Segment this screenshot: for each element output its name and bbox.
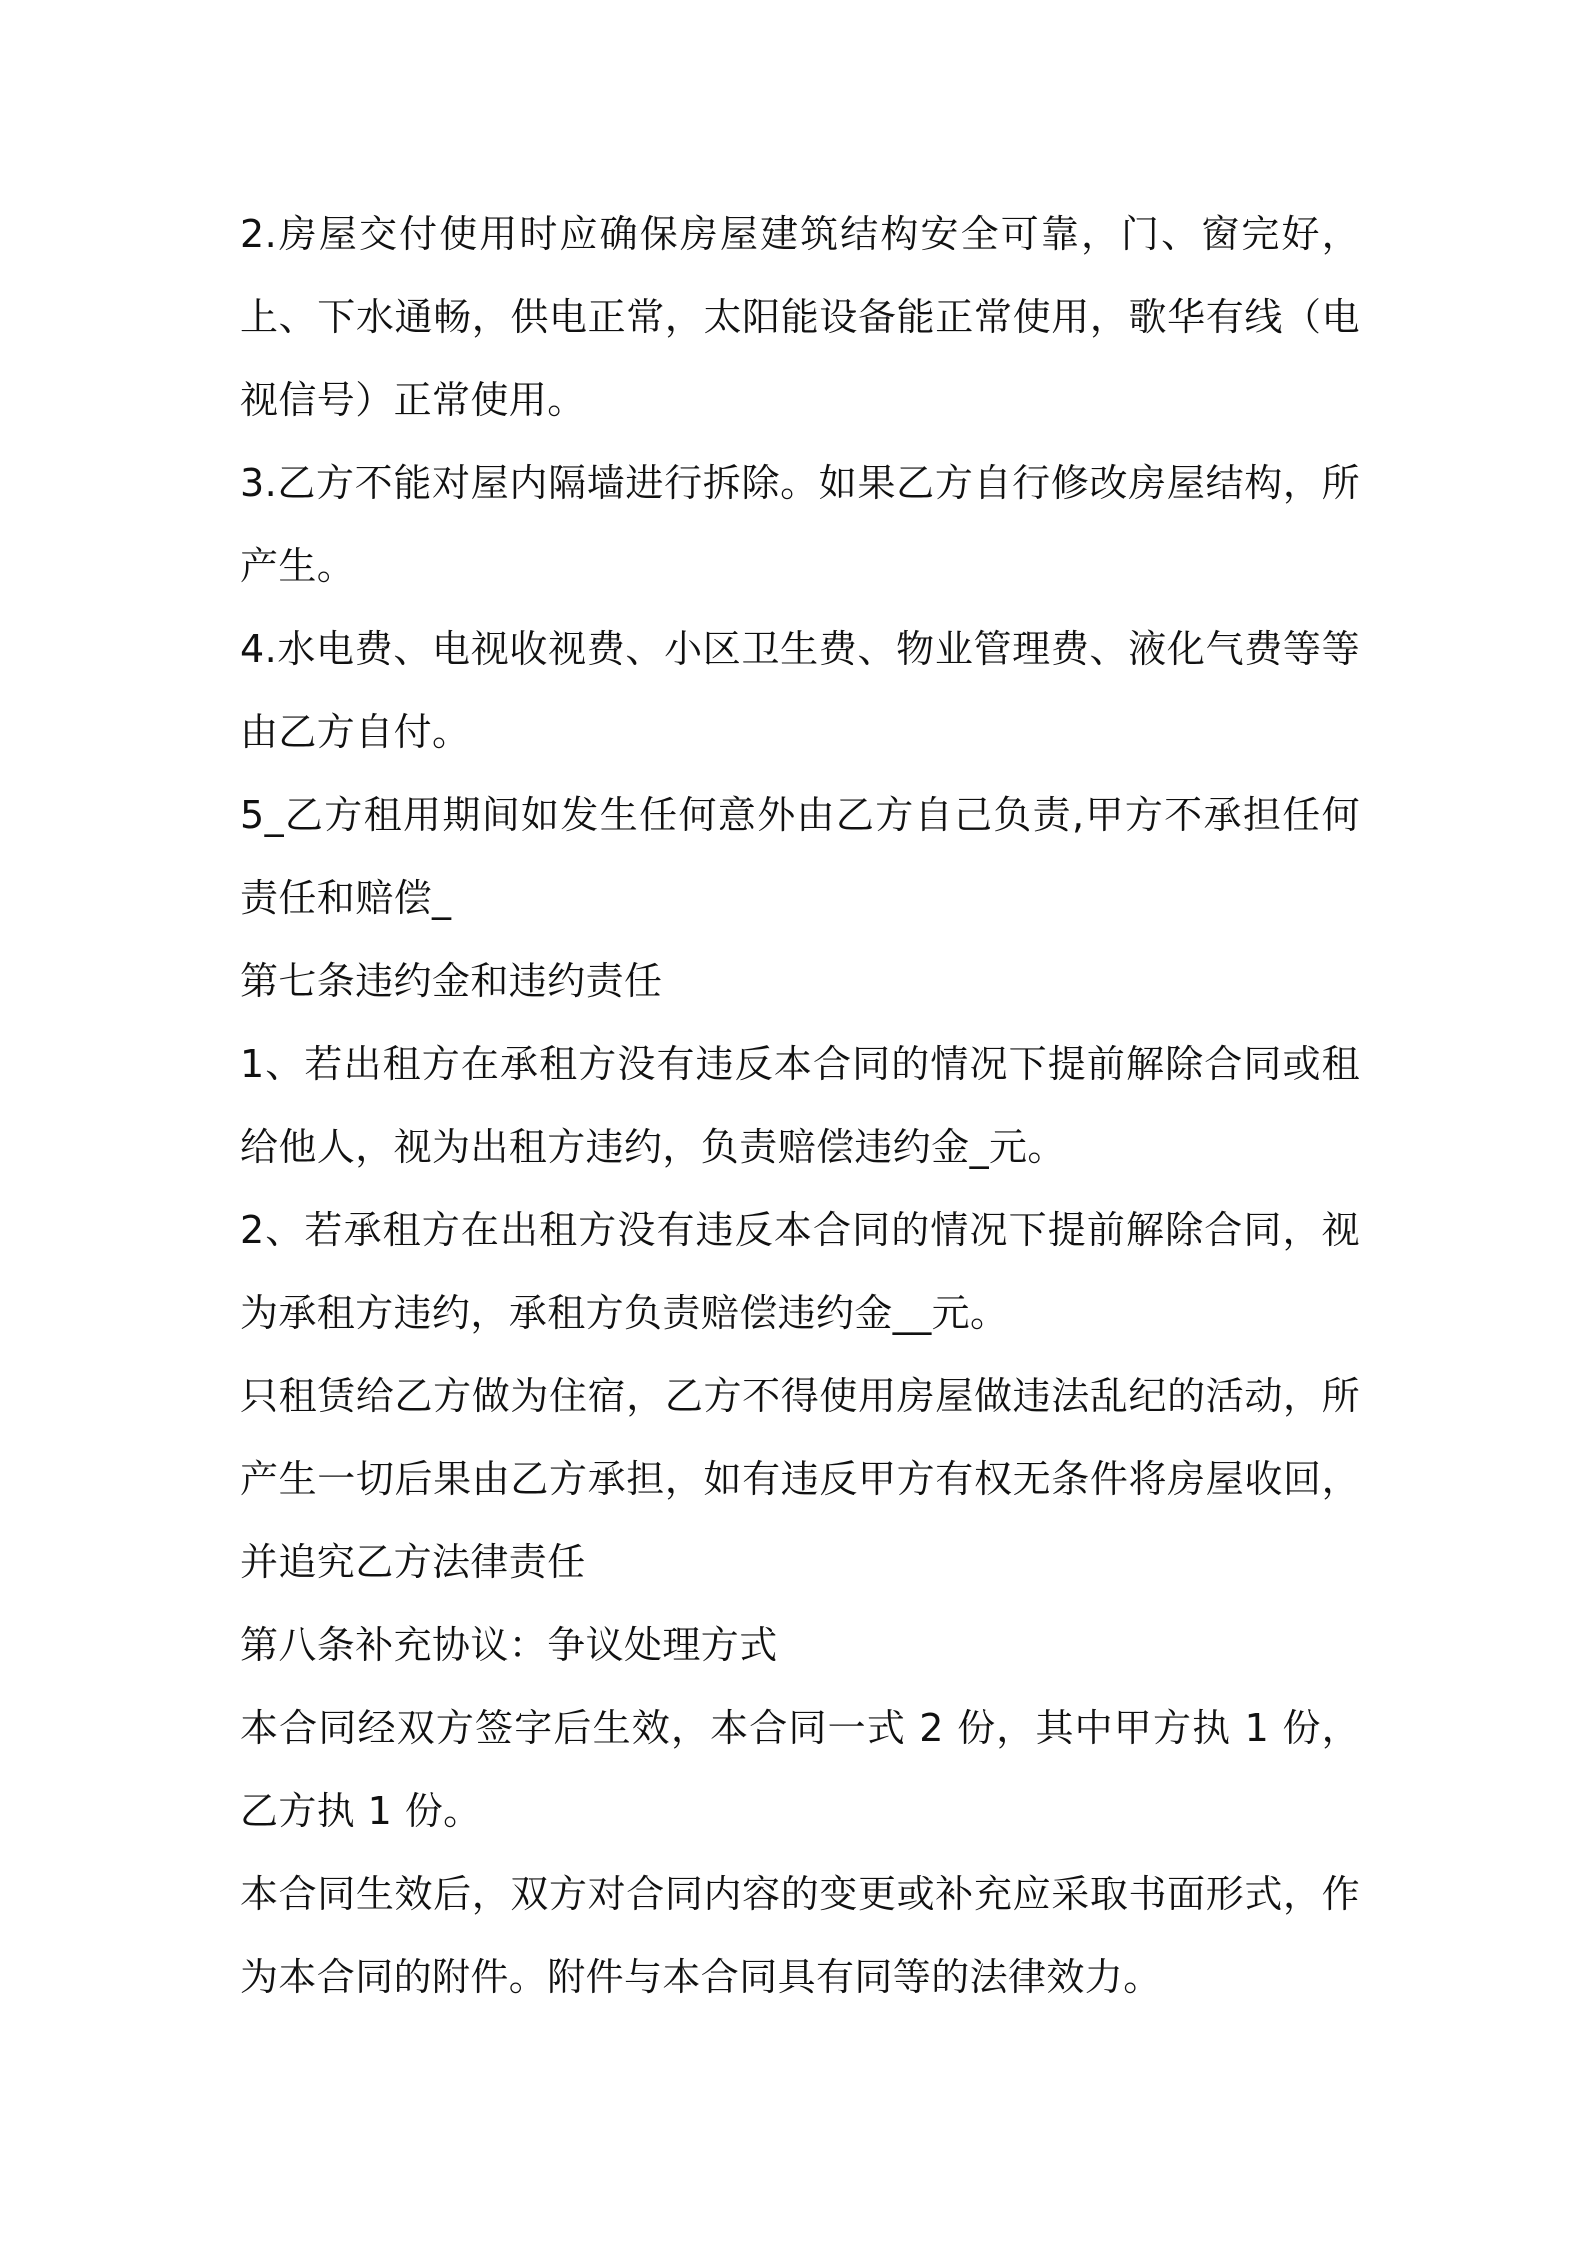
copies-clause-paragraph: 本合同经双方签字后生效，本合同一式 2 份，其中甲方执 1 份，乙方执 1 份。 [240, 1706, 1360, 1833]
article-7-heading: 第七条违约金和违约责任 [240, 959, 663, 1003]
amendment-clause-paragraph: 本合同生效后，双方对合同内容的变更或补充应采取书面形式，作为本合同的附件。附件与本合同具有同等的法律效力。 [240, 1872, 1360, 1999]
clause-5-paragraph: 5_乙方租用期间如发生任何意外由乙方自己负责,甲方不承担任何责任和赔偿_ [240, 793, 1360, 920]
residence-clause-paragraph: 只租赁给乙方做为住宿，乙方不得使用房屋做违法乱纪的活动，所产生一切后果由乙方承担，如有违反甲方有权无条件将房屋收回，并追究乙方法律责任 [240, 1374, 1360, 1584]
article-7-item-2: 2、若承租方在出租方没有违反本合同的情况下提前解除合同，视为承租方违约，承租方负责赔偿违约金__元。 [240, 1208, 1360, 1335]
clause-4-paragraph: 4.水电费、电视收视费、小区卫生费、物业管理费、液化气费等等由乙方自付。 [240, 627, 1360, 754]
clause-2-paragraph: 2.房屋交付使用时应确保房屋建筑结构安全可靠，门、窗完好，上、下水通畅，供电正常，太阳能设备能正常使用，歌华有线（电视信号）正常使用。 [240, 212, 1360, 422]
article-7-item-1: 1、若出租方在承租方没有违反本合同的情况下提前解除合同或租给他人，视为出租方违约，负责赔偿违约金_元。 [240, 1042, 1360, 1169]
document-body [240, 193, 1360, 2019]
clause-3-paragraph: 3.乙方不能对屋内隔墙进行拆除。如果乙方自行修改房屋结构，所产生。 [240, 461, 1360, 588]
article-8-heading: 第八条补充协议：争议处理方式 [240, 1623, 778, 1667]
